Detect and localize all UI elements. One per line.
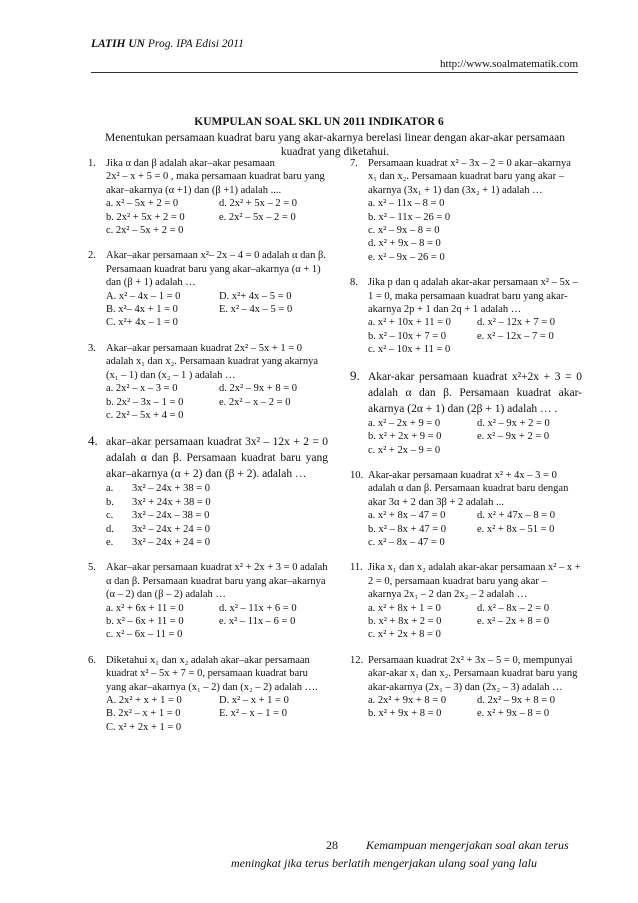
answer-option: d. x² + 9x – 8 = 0 <box>368 238 441 250</box>
question-text: Persamaan kuadrat x² – 3x – 2 = 0 akar–akarnya x₁ dan x₂. Persamaan kuadrat baru yang akar – akarnya (3x₁ + 1) dan (3x₂ + 1) adalah … <box>368 158 571 196</box>
document-subtitle: Menentukan persamaan kuadrat baru yang akar-akarnya berelasi linear dengan akar-akar persamaan kuadrat yang diketahui. <box>105 132 565 158</box>
answer-option: c. x² – 9x – 8 = 0 <box>368 225 440 237</box>
answer-options <box>368 694 582 721</box>
answer-option: b. x² – 6x + 11 = 0 <box>106 615 184 627</box>
question-number: 5. <box>88 562 96 574</box>
answer-option: 3x² – 24x + 24 = 0 <box>132 523 210 535</box>
question-item <box>350 654 582 721</box>
question-number: 9. <box>350 367 360 383</box>
answer-option: e. x² – 9x + 2 = 0 <box>477 431 550 443</box>
answer-option: e. x² – 12x – 7 = 0 <box>477 330 554 342</box>
question-number: 2. <box>88 250 96 262</box>
answer-option: d. x² – 8x – 2 = 0 <box>477 602 550 614</box>
answer-option: e. x² – 11x – 6 = 0 <box>219 615 296 627</box>
question-item <box>350 276 582 356</box>
answer-option: e. x² + 8x – 51 = 0 <box>477 523 555 535</box>
document-title: KUMPULAN SOAL SKL UN 2011 INDIKATOR 6 <box>194 116 444 128</box>
answer-option: c. x² – 8x – 47 = 0 <box>368 536 445 548</box>
question-item <box>88 561 328 641</box>
footer-motto-line2: meningkat jika terus berlatih mengerjakan ulang soal yang lalu <box>231 856 537 870</box>
question-text: Akar-akar persamaan kuadrat x²+2x + 3 = 0 adalah α dan β. Persamaan kuadrat akar-akarnya (2α + 1) dan (2β + 1) adalah … . <box>368 370 582 415</box>
answer-option: 3x² – 24x – 38 = 0 <box>132 510 210 522</box>
answer-option: 3x² – 24x + 24 = 0 <box>132 536 210 548</box>
answer-option: c. <box>106 510 114 522</box>
answer-option: 3x² + 24x + 38 = 0 <box>132 496 211 508</box>
answer-options <box>106 482 328 549</box>
answer-option: C. x²+ 4x – 1 = 0 <box>106 317 178 329</box>
question-item <box>88 654 328 734</box>
answer-option: c. 2x² – 5x + 4 = 0 <box>106 409 184 421</box>
answer-options <box>106 602 328 642</box>
answer-option: e. 2x² – x – 2 = 0 <box>219 396 291 408</box>
answer-option: b. x² + 2x + 9 = 0 <box>368 431 442 443</box>
answer-options <box>106 382 328 422</box>
answer-options <box>368 417 582 457</box>
answer-option: c. x² + 2x + 8 = 0 <box>368 629 441 641</box>
answer-option: E. x² – x – 1 = 0 <box>219 708 287 720</box>
answer-option: A. x² – 4x – 1 = 0 <box>106 290 181 302</box>
answer-option: A. 2x² + x + 1 = 0 <box>106 695 182 706</box>
answer-option: B. 2x² – x + 1 = 0 <box>106 708 181 720</box>
answer-option: d. x² – 12x + 7 = 0 <box>477 317 555 329</box>
answer-options <box>368 509 582 549</box>
question-item <box>350 469 582 549</box>
question-number: 10. <box>350 469 364 481</box>
question-item <box>350 369 582 457</box>
question-item <box>350 561 582 641</box>
answer-options <box>368 197 582 264</box>
answer-option: d. <box>106 523 114 535</box>
answer-option: a. 2x² + 9x + 8 = 0 <box>368 695 447 706</box>
answer-options <box>106 197 328 237</box>
question-number: 4. <box>88 433 98 449</box>
answer-option: a. x² + 10x + 11 = 0 <box>368 317 451 329</box>
answer-option: b. <box>106 496 114 508</box>
right-column <box>350 157 582 733</box>
question-text: Jika p dan q adalah akar-akar persamaan x² – 5x – 1 = 0, maka persamaan kuadrat baru yang akar-akarnya 2p + 1 dan 2q + 1 adalah … <box>368 277 578 316</box>
question-text: akar–akar persamaan kuadrat 3x² – 12x + 2 = 0 adalah α dan β. Persamaan kuadrat baru yang akar–akarnya (α + 2) dan (β + 2). adalah … <box>106 436 328 481</box>
answer-options <box>368 316 582 356</box>
answer-option: e. x² + 9x – 8 = 0 <box>477 708 550 720</box>
answer-option: b. 2x² + 5x + 2 = 0 <box>106 211 185 223</box>
answer-option: d. x² + 47x – 8 = 0 <box>477 510 555 522</box>
question-item <box>88 342 328 422</box>
answer-option: C. x² + 2x + 1 = 0 <box>106 721 182 733</box>
answer-option: d. x² – 11x + 6 = 0 <box>219 602 297 614</box>
page-number: 28 <box>326 838 338 852</box>
question-item <box>88 434 328 549</box>
answer-option: a. x² – 5x + 2 = 0 <box>106 198 179 210</box>
question-item <box>88 249 328 329</box>
answer-option: b. 2x² – 3x – 1 = 0 <box>106 396 184 408</box>
question-text: Akar–akar persamaan kuadrat x² + 2x + 3 = 0 adalah α dan β. Persamaan kuadrat baru yang akar–akarnya (α – 2) dan (β – 2) adalah … <box>106 562 328 601</box>
answer-option: D. x² – x + 1 = 0 <box>219 695 289 706</box>
header-url[interactable]: http://www.soalmatematik.com <box>440 58 578 70</box>
question-number: 12. <box>350 654 364 666</box>
answer-option: e. x² – 9x – 26 = 0 <box>368 251 445 263</box>
answer-option: a. x² – 2x + 9 = 0 <box>368 417 441 429</box>
answer-option: E. x² – 4x – 5 = 0 <box>219 304 293 316</box>
answer-option: a. x² – 11x – 8 = 0 <box>368 198 445 210</box>
footer-motto-line1: Kemampuan mengerjakan soal akan terus <box>366 838 569 852</box>
question-number: 1. <box>88 158 96 169</box>
question-text: Akar–akar persamaan x²– 2x – 4 = 0 adalah α dan β. Persamaan kuadrat baru yang akar–akarnya (α + 1) dan (β + 1) adalah … <box>106 250 326 289</box>
question-item <box>350 157 582 264</box>
header-title-rest: Prog. IPA Edisi 2011 <box>145 38 244 50</box>
question-text: Akar-akar persamaan kuadrat x² + 4x – 3 = 0 adalah α dan β. Persamaan kuadrat baru dengan akar 3α + 2 dan 3β + 2 adalah ... <box>368 469 569 508</box>
answer-options <box>106 694 328 734</box>
answer-option: e. x² – 2x + 8 = 0 <box>477 615 550 627</box>
answer-option: d. x² – 9x + 2 = 0 <box>477 417 550 429</box>
question-number: 11. <box>350 562 363 574</box>
question-text: Jika α dan β adalah akar–akar pesamaan 2x² – x + 5 = 0 , maka persamaan kuadrat baru yang akar–akarnya (α +1) dan (β +1) adalah .... <box>106 158 325 196</box>
header-title <box>91 38 244 50</box>
question-number: 8. <box>350 277 358 289</box>
answer-options <box>106 290 328 330</box>
question-text: Diketahui x₁ dan x₂ adalah akar–akar persamaan kuadrat x² – 5x + 7 = 0, persamaan kuadrat baru yang akar–akarnya (x₁ – 2) dan (x₂ – 2) adalah …. <box>106 654 318 693</box>
answer-option: b. x² – 11x – 26 = 0 <box>368 211 451 223</box>
question-number: 6. <box>88 654 96 666</box>
left-column <box>88 157 328 746</box>
answer-option: b. x² + 8x + 2 = 0 <box>368 615 442 627</box>
answer-option: B. x²– 4x + 1 = 0 <box>106 304 178 316</box>
question-item <box>88 157 328 237</box>
answer-option: a. x² + 8x + 1 = 0 <box>368 602 441 614</box>
answer-option: d. 2x² – 9x + 8 = 0 <box>477 695 555 706</box>
answer-option: b. x² – 10x + 7 = 0 <box>368 330 446 342</box>
question-text: Akar–akar persamaan kuadrat 2x² – 5x + 1 = 0 adalah x₁ dan x₂. Persamaan kuadrat yang akarnya (x₁ – 1) dan (x₂ – 1 ) adalah … <box>106 342 318 381</box>
answer-option: a. x² + 6x + 11 = 0 <box>106 602 184 614</box>
answer-option: c. 2x² – 5x + 2 = 0 <box>106 225 184 237</box>
answer-option: c. x² + 2x – 9 = 0 <box>368 444 441 456</box>
question-number: 7. <box>350 158 358 169</box>
answer-option: D. x²+ 4x – 5 = 0 <box>219 290 292 302</box>
answer-option: d. 2x² + 5x – 2 = 0 <box>219 198 297 210</box>
answer-option: b. x² – 8x + 47 = 0 <box>368 523 446 535</box>
header-divider <box>91 72 578 73</box>
answer-option: b. x² + 9x + 8 = 0 <box>368 708 442 720</box>
answer-option: c. x² – 10x + 11 = 0 <box>368 344 451 356</box>
answer-option: d. 2x² – 9x + 8 = 0 <box>219 383 297 395</box>
answer-option: e. <box>106 536 114 548</box>
answer-option: e. 2x² – 5x – 2 = 0 <box>219 211 296 223</box>
answer-option: a. 2x² – x – 3 = 0 <box>106 383 178 395</box>
question-text: Persamaan kuadrat 2x² + 3x – 5 = 0, mempunyai akar-akar x₁ dan x₂. Persamaan kuadrat baru yang akar-akarnya (2x₁ – 3) dan (2x₂ – 3) adalah … <box>368 654 578 693</box>
question-text: Jika x₁ dan x₂ adalah akar-akar persamaan x² – x + 2 = 0, persamaan kuadrat baru yang akar – akarnya 2x₁ – 2 dan 2x₂ – 2 adalah … <box>368 562 581 601</box>
answer-option: a. x² + 8x – 47 = 0 <box>368 510 446 522</box>
answer-option: 3x² – 24x + 38 = 0 <box>132 483 210 495</box>
question-number: 3. <box>88 342 96 354</box>
answer-option: a. <box>106 483 114 495</box>
answer-options <box>368 602 582 642</box>
answer-option: c. x² – 6x – 11 = 0 <box>106 629 183 641</box>
header-title-bold: LATIH UN <box>91 38 145 50</box>
